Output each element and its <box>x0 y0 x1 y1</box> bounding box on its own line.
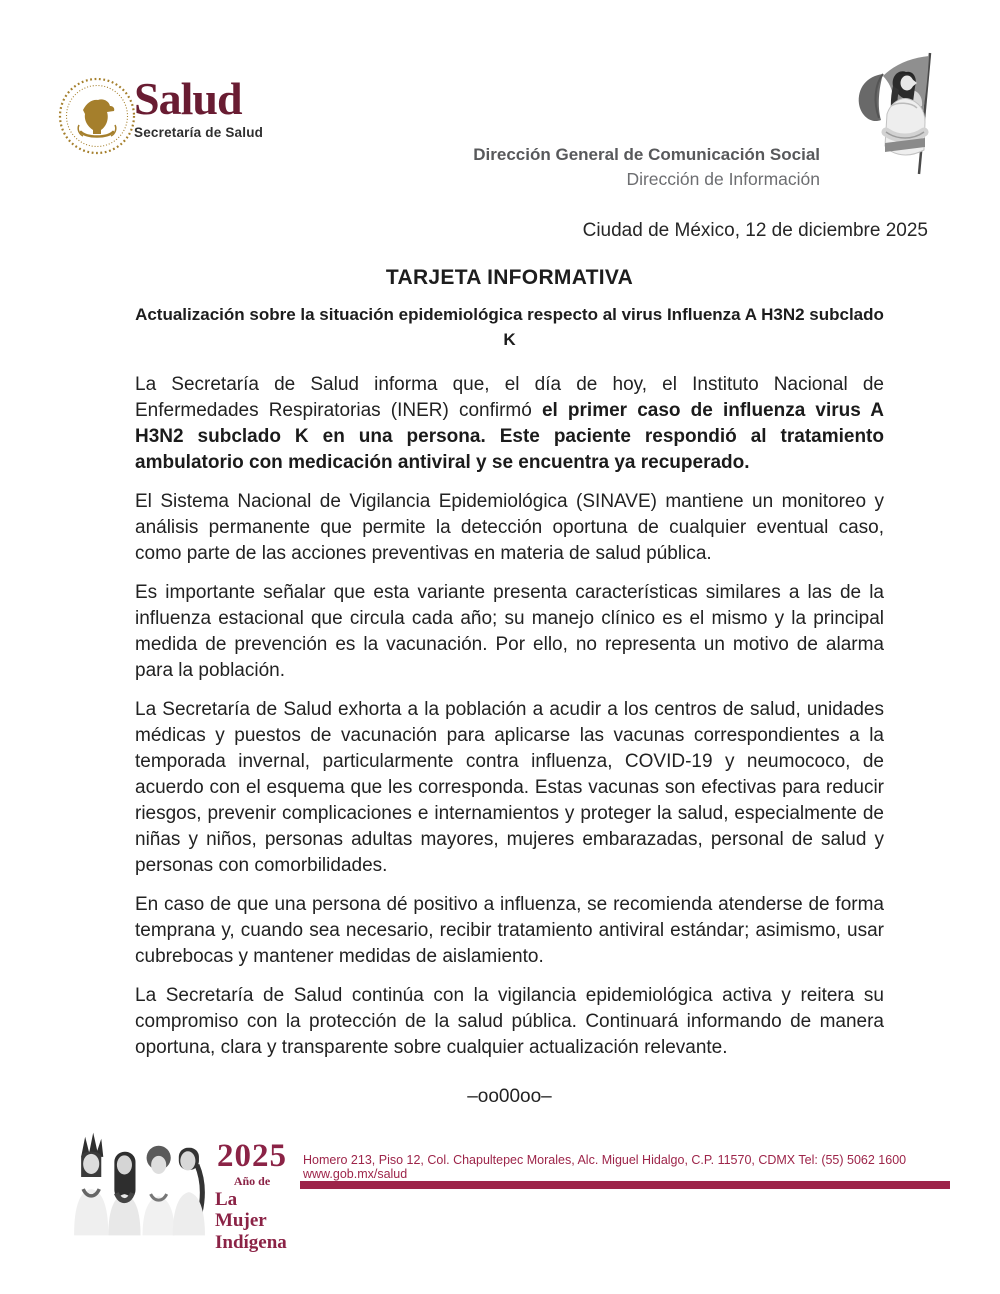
paragraph-1 <box>135 372 884 476</box>
direction-general-label: Dirección General de Comunicación Social <box>473 145 820 164</box>
brand-name: Salud <box>134 73 242 124</box>
paragraph-3: Es importante señalar que esta variante presenta características similares a las de la influenza estacional que circula cada año; su manejo clínico es el mismo y la principal medida de prevención es la vacunación. Por ello, no representa un motivo de alarma para la población. <box>135 582 884 682</box>
paragraph-2: El Sistema Nacional de Vigilancia Epidemiológica (SINAVE) mantiene un monitoreo y análisis permanente que permite la detección oportuna de cualquier eventual caso, como parte de las acciones preventivas en materia de salud pública. <box>135 491 884 565</box>
campaign-line-1: La Mujer <box>215 1189 267 1232</box>
indigenous-women-illustration <box>62 1126 208 1236</box>
paragraph-1-bold: el primer caso de influenza virus A H3N2 subclado K en una persona. Este paciente respondió al tratamiento ambulatorio con medicación antiviral y se encuentra ya recuperado. <box>135 400 884 474</box>
campaign-year: 2025 <box>217 1138 287 1174</box>
woman-with-flag-illustration <box>833 50 955 178</box>
paragraph-5: En caso de que una persona dé positivo a influenza, se recomienda atenderse de forma temprana y, cuando sea necesario, recibir tratamiento antiviral estándar; asimismo, usar cubrebocas y mantener medidas de aislamiento. <box>135 894 884 968</box>
campaign-year-sub: Año de <box>233 1174 271 1188</box>
brand-subtitle: Secretaría de Salud <box>134 125 264 140</box>
department-block <box>473 145 820 190</box>
year-campaign-logo <box>212 1140 292 1253</box>
paragraph-1-normal: La Secretaría de Salud informa que, el día de hoy, el Instituto Nacional de Enfermedades Respiratorias (INER) confirmó <box>135 374 884 422</box>
campaign-line-2: Indígena <box>215 1231 287 1253</box>
direction-info-label: Dirección de Información <box>626 169 820 189</box>
dateline: Ciudad de México, 12 de diciembre 2025 <box>582 220 928 241</box>
salud-logo <box>134 73 264 140</box>
mexico-coat-of-arms-seal-icon <box>57 76 137 156</box>
paragraph-4: La Secretaría de Salud exhorta a la población a acudir a los centros de salud, unidades médicas y puestos de vacunación para aplicarse las vacunas correspondientes a la temporada invernal, particularmente contra influenza, COVID-19 y neumococo, de acuerdo con el esquema que les corresponda. Estas vacunas son efectivas para reducir riesgos, prevenir complicaciones e internamientos y proteger la salud, especialmente de niñas y niños, personas adultas mayores, mujeres embarazadas, personal de salud y personas con comorbilidades. <box>135 699 884 877</box>
closing-separator: –oo00oo– <box>467 1086 552 1108</box>
paragraph-6: La Secretaría de Salud continúa con la vigilancia epidemiológica activa y reitera su compromiso con la protección de la salud pública. Continuará informando de manera oportuna, clara y transparente sobre cualquier actualización relevante. <box>135 985 884 1059</box>
footer-address: Homero 213, Piso 12, Col. Chapultepec Morales, Alc. Miguel Hidalgo, C.P. 11570, CDMX Tel: (55) 5062 1600 www.gob.mx/salud <box>303 1153 907 1181</box>
document-body <box>135 266 884 1108</box>
footer-accent-bar <box>300 1181 950 1189</box>
document-subtitle: Actualización sobre la situación epidemiológica respecto al virus Influenza A H3N2 subclado K <box>135 305 884 349</box>
document-title: TARJETA INFORMATIVA <box>385 266 634 289</box>
